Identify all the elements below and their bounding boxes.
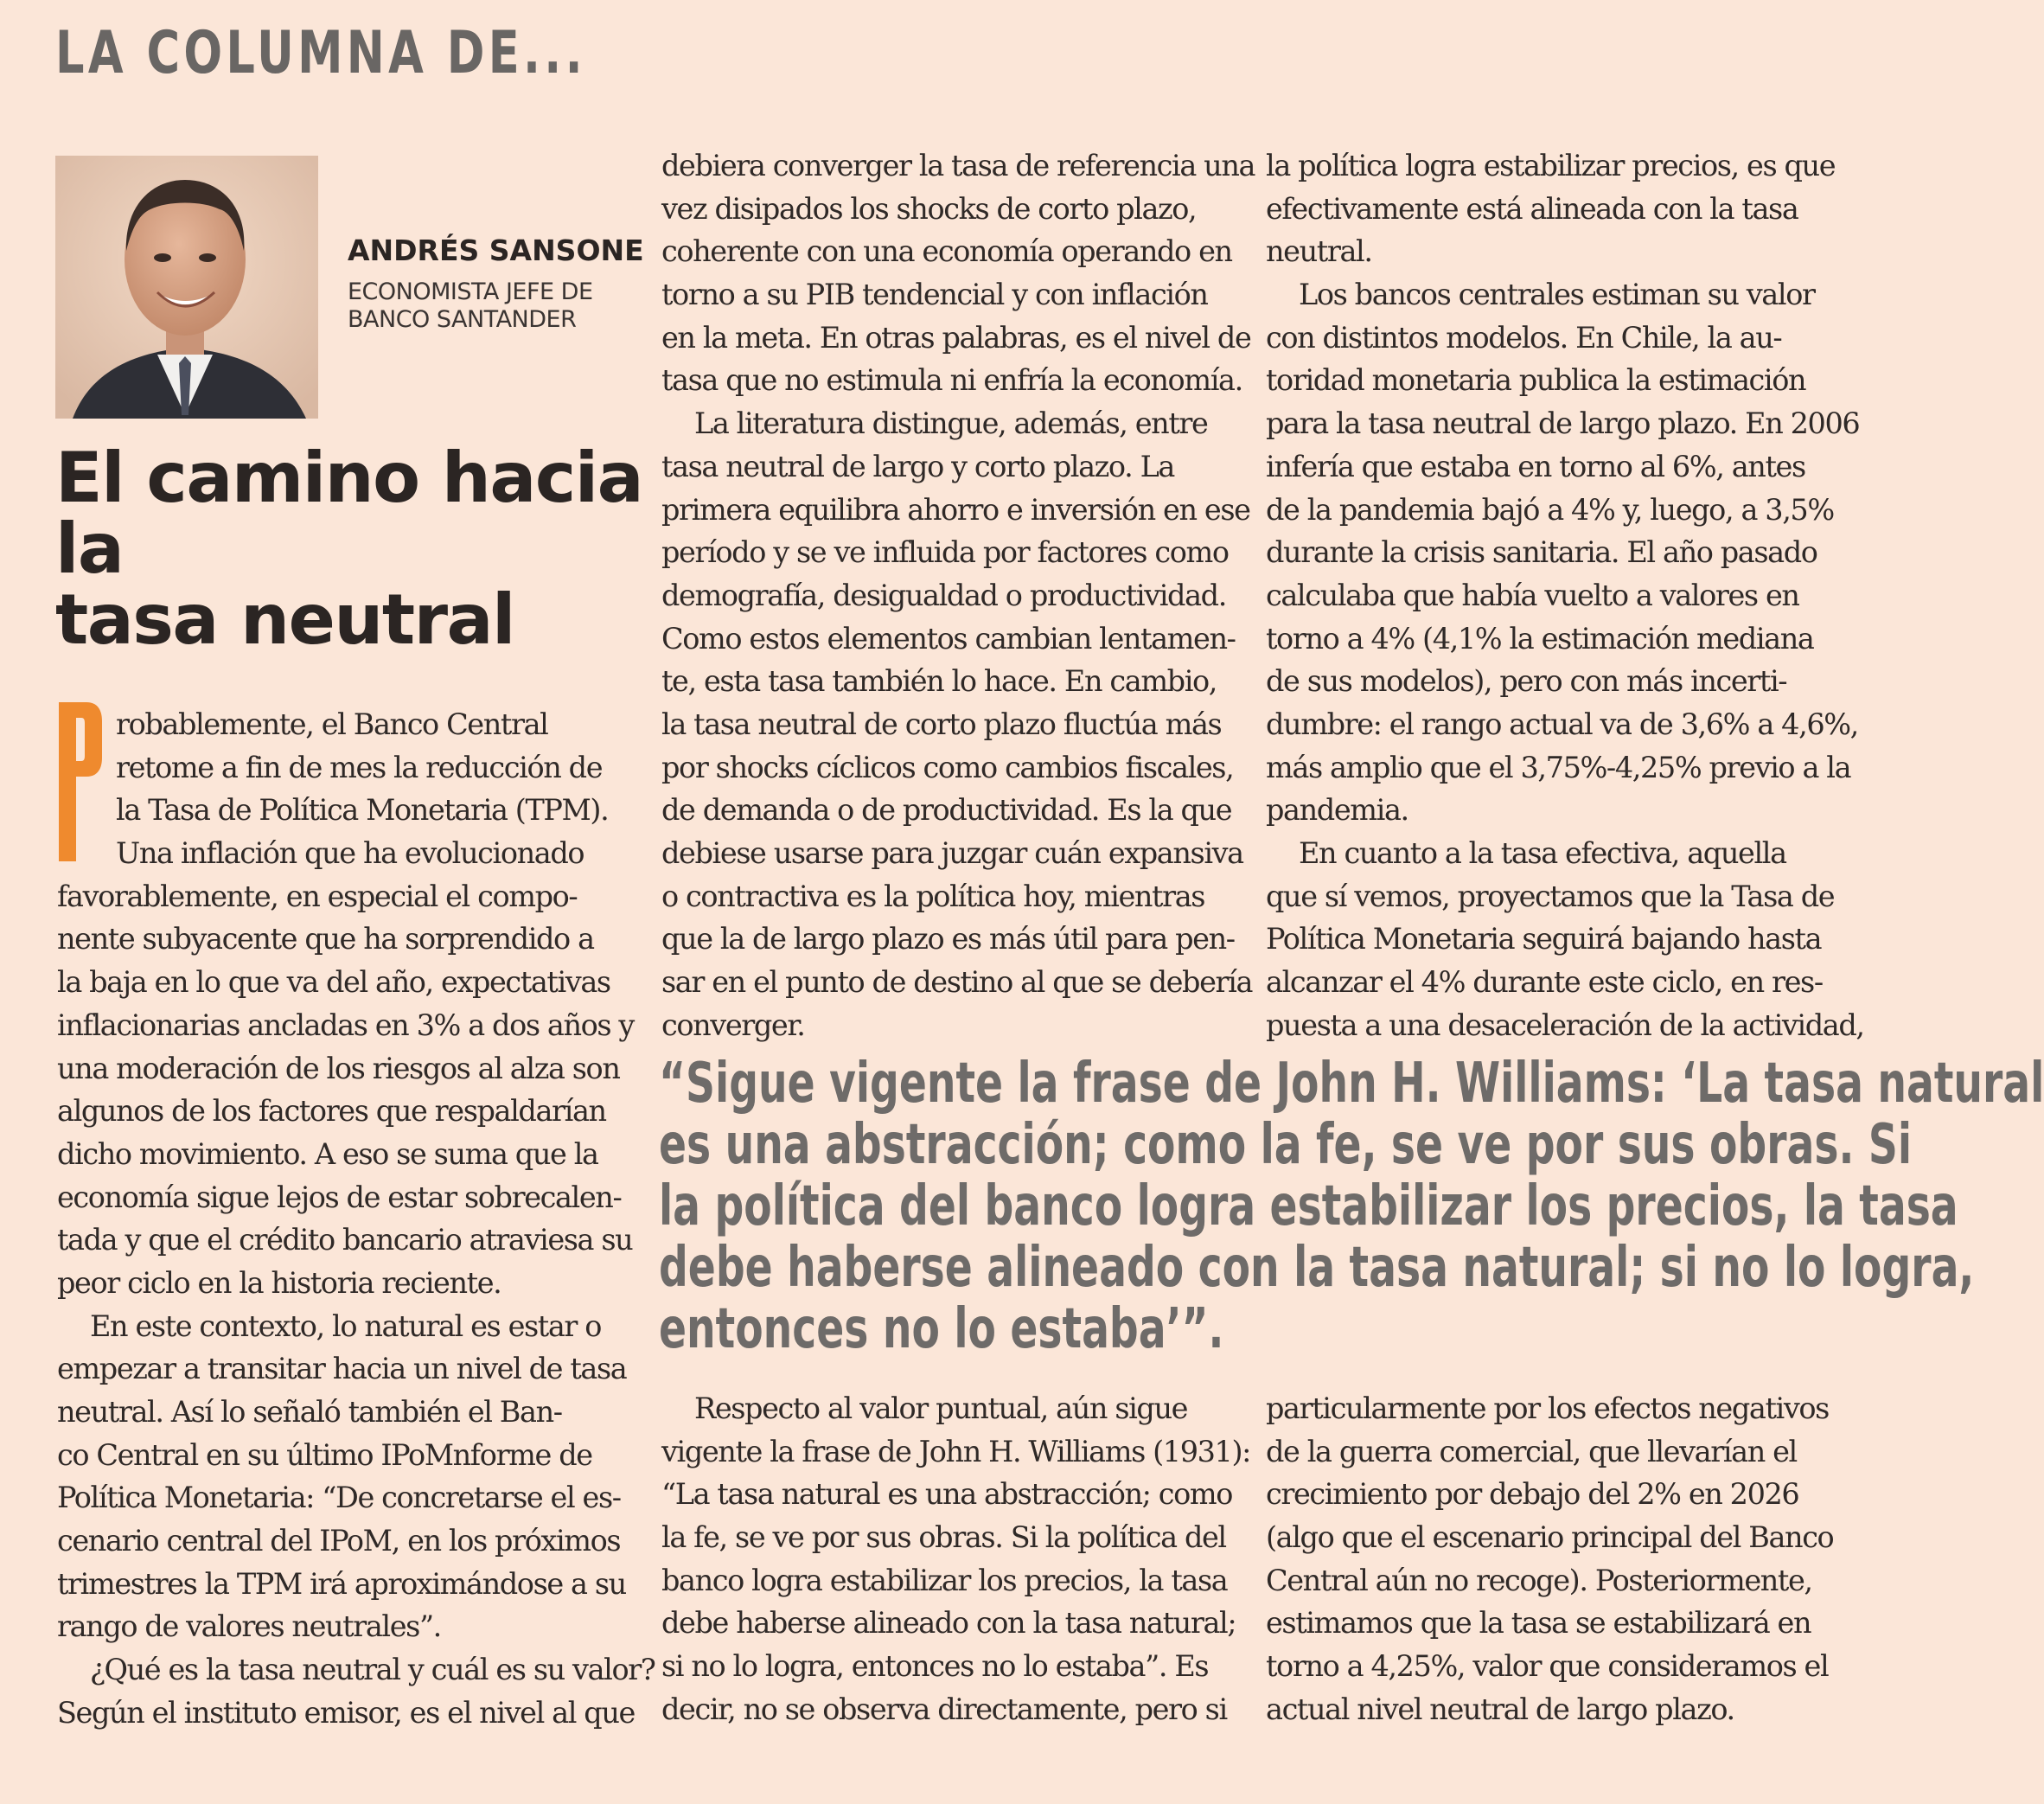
text-line: “La tasa natural es una abstracción; como [661, 1477, 1233, 1512]
text-line: la Tasa de Política Monetaria (TPM). [116, 793, 609, 828]
text-line: Los bancos centrales estiman su valor [1299, 278, 1815, 312]
text-line: inflacionarias ancladas en 3% a dos años y [57, 1008, 634, 1042]
text-line: de la pandemia bajó a 4% y, luego, a 3,5% [1266, 492, 1834, 527]
pull-quote-line: debe haberse alineado con la tasa natural; si no lo logra, [659, 1236, 1975, 1300]
text-line: robablemente, el Banco Central [116, 707, 548, 741]
text-line: Política Monetaria seguirá bajando hasta [1266, 922, 1822, 956]
text-line: (algo que el escenario principal del Banco [1266, 1520, 1834, 1555]
text-line: tasa que no estimula ni enfría la economía. [661, 363, 1242, 398]
text-line: que la de largo plazo es más útil para pen- [661, 922, 1235, 956]
text-line: la política logra estabilizar precios, es que [1266, 149, 1836, 182]
text-line: dicho movimiento. A eso se suma que la [57, 1136, 598, 1171]
pull-quote-line: la política del banco logra estabilizar los precios, la tasa [659, 1174, 1958, 1238]
text-line: torno a 4,25%, valor que consideramos el [1266, 1649, 1829, 1684]
text-line: demografía, desigualdad o productividad. [661, 578, 1226, 612]
headline-line: tasa neutral [55, 579, 514, 660]
text-line: te, esta tasa también lo hace. En cambio, [661, 664, 1217, 699]
text-line: estimamos que la tasa se estabilizará en [1266, 1606, 1811, 1641]
text-line: puesta a una desaceleración de la actividad, [1266, 1008, 1864, 1042]
text-line: neutral. Así lo señaló también el Ban- [57, 1395, 562, 1429]
text-line: algunos de los factores que respaldarían [57, 1094, 606, 1129]
pull-quote-line: “Sigue vigente la frase de John H. Williams: ‘La tasa natural [659, 1052, 2044, 1116]
text-line: período y se ve influida por factores como [661, 535, 1229, 570]
pull-quote [659, 1052, 2044, 1361]
text-line: economía sigue lejos de estar sobrecalen- [57, 1180, 622, 1214]
headline [55, 438, 643, 660]
text-line: Política Monetaria: “De concretarse el es- [57, 1481, 621, 1515]
text-line: co Central en su último IPoMnforme de [57, 1437, 592, 1472]
text-line: la tasa neutral de corto plazo fluctúa más [661, 707, 1222, 741]
text-line: por shocks cíclicos como cambios fiscales, [661, 750, 1234, 784]
section-label: LA COLUMNA DE... [55, 19, 586, 87]
text-line: Una inflación que ha evolucionado [116, 836, 584, 871]
text-line: si no lo logra, entonces no lo estaba”. Es [661, 1649, 1209, 1684]
text-line: una moderación de los riesgos al alza son [57, 1051, 620, 1085]
text-line: torno a 4% (4,1% la estimación mediana [1266, 621, 1814, 656]
text-line: favorablemente, en especial el compo- [57, 879, 578, 913]
author-portrait [55, 156, 318, 419]
text-line: trimestres la TPM irá aproximándose a su [57, 1566, 626, 1601]
text-line: con distintos modelos. En Chile, la au- [1266, 320, 1782, 355]
text-line: alcanzar el 4% durante este ciclo, en res- [1266, 965, 1823, 1000]
text-line: debiera converger la tasa de referencia una [661, 149, 1255, 182]
text-line: de demanda o de productividad. Es la que [661, 793, 1232, 828]
text-line: actual nivel neutral de largo plazo. [1266, 1692, 1734, 1726]
text-line: particularmente por los efectos negativos [1266, 1391, 1829, 1425]
text-line: para la tasa neutral de largo plazo. En 2006 [1266, 406, 1860, 441]
text-line: durante la crisis sanitaria. El año pasado [1266, 535, 1817, 570]
author-role [348, 278, 624, 334]
text-line: vigente la frase de John H. Williams (1931): [661, 1434, 1250, 1468]
text-line: decir, no se observa directamente, pero si [661, 1692, 1227, 1726]
column-2-top [661, 144, 1255, 1046]
author-role-line: BANCO SANTANDER [348, 306, 577, 333]
headline-line: El camino hacia la [55, 438, 643, 589]
text-line: o contractiva es la política hoy, mientras [661, 879, 1205, 913]
text-line: efectivamente está alineada con la tasa [1266, 191, 1798, 226]
text-line: Según el instituto emisor, es el nivel al que [57, 1695, 635, 1730]
text-line: más amplio que el 3,75%-4,25% previo a la [1266, 750, 1851, 784]
author-name: ANDRÉS SANSONE [348, 233, 644, 267]
text-line: rango de valores neutrales”. [57, 1609, 441, 1644]
text-line: coherente con una economía operando en [661, 234, 1232, 269]
text-line: Central aún no recoge). Posteriormente, [1266, 1563, 1812, 1597]
author-role-line: ECONOMISTA JEFE DE [348, 278, 593, 305]
text-line: ¿Qué es la tasa neutral y cuál es su valor? [90, 1653, 655, 1687]
column-1 [57, 703, 655, 1735]
text-line: peor ciclo en la historia reciente. [57, 1265, 501, 1300]
text-line: en la meta. En otras palabras, es el nivel de [661, 320, 1251, 355]
text-line: banco logra estabilizar los precios, la tasa [661, 1563, 1228, 1597]
text-line: retome a fin de mes la reducción de [116, 750, 603, 784]
text-line: empezar a transitar hacia un nivel de tasa [57, 1352, 627, 1386]
column-3-top [1266, 144, 1864, 1046]
pull-quote-line: es una abstracción; como la fe, se ve por sus obras. Si [659, 1113, 1912, 1177]
column-2-bottom [661, 1387, 1250, 1731]
text-line: debiese usarse para juzgar cuán expansiva [661, 836, 1243, 870]
text-line: sar en el punto de destino al que se debería [661, 965, 1253, 1000]
text-line: tasa neutral de largo y corto plazo. La [661, 449, 1174, 483]
text-line: neutral. [1266, 234, 1372, 269]
text-line: la baja en lo que va del año, expectativas [57, 965, 610, 1000]
text-line: torno a su PIB tendencial y con inflación [661, 278, 1208, 312]
text-line: tada y que el crédito bancario atraviesa su [57, 1223, 633, 1257]
text-line: la fe, se ve por sus obras. Si la política del [661, 1520, 1226, 1555]
text-line: dumbre: el rango actual va de 3,6% a 4,6%, [1266, 707, 1858, 741]
text-line: pandemia. [1266, 793, 1408, 828]
text-line: La literatura distingue, además, entre [694, 406, 1208, 441]
text-line: Respecto al valor puntual, aún sigue [694, 1391, 1188, 1425]
text-line: infería que estaba en torno al 6%, antes [1266, 449, 1805, 483]
column-3-bottom [1266, 1387, 1836, 1731]
text-line: converger. [661, 1008, 805, 1042]
text-line: calculaba que había vuelto a valores en [1266, 578, 1799, 612]
text-line: nente subyacente que ha sorprendido a [57, 922, 594, 956]
text-line: Como estos elementos cambian lentamen- [661, 621, 1236, 656]
pull-quote-line: entonces no lo estaba’”. [659, 1297, 1224, 1361]
text-line: toridad monetaria publica la estimación [1266, 363, 1806, 398]
text-line: crecimiento por debajo del 2% en 2026 [1266, 1477, 1799, 1512]
text-line: de sus modelos), pero con más incerti- [1266, 664, 1787, 699]
text-line: cenario central del IPoM, en los próximos [57, 1524, 621, 1558]
text-line: En cuanto a la tasa efectiva, aquella [1299, 836, 1786, 870]
author-photo-icon [55, 156, 318, 419]
text-line: vez disipados los shocks de corto plazo, [661, 191, 1197, 226]
text-line: de la guerra comercial, que llevarían el [1266, 1434, 1797, 1468]
text-line: En este contexto, lo natural es estar o [90, 1308, 602, 1343]
text-line: primera equilibra ahorro e inversión en ese [661, 492, 1250, 527]
text-line: debe haberse alineado con la tasa natural; [661, 1606, 1236, 1641]
text-line: que sí vemos, proyectamos que la Tasa de [1266, 879, 1835, 913]
